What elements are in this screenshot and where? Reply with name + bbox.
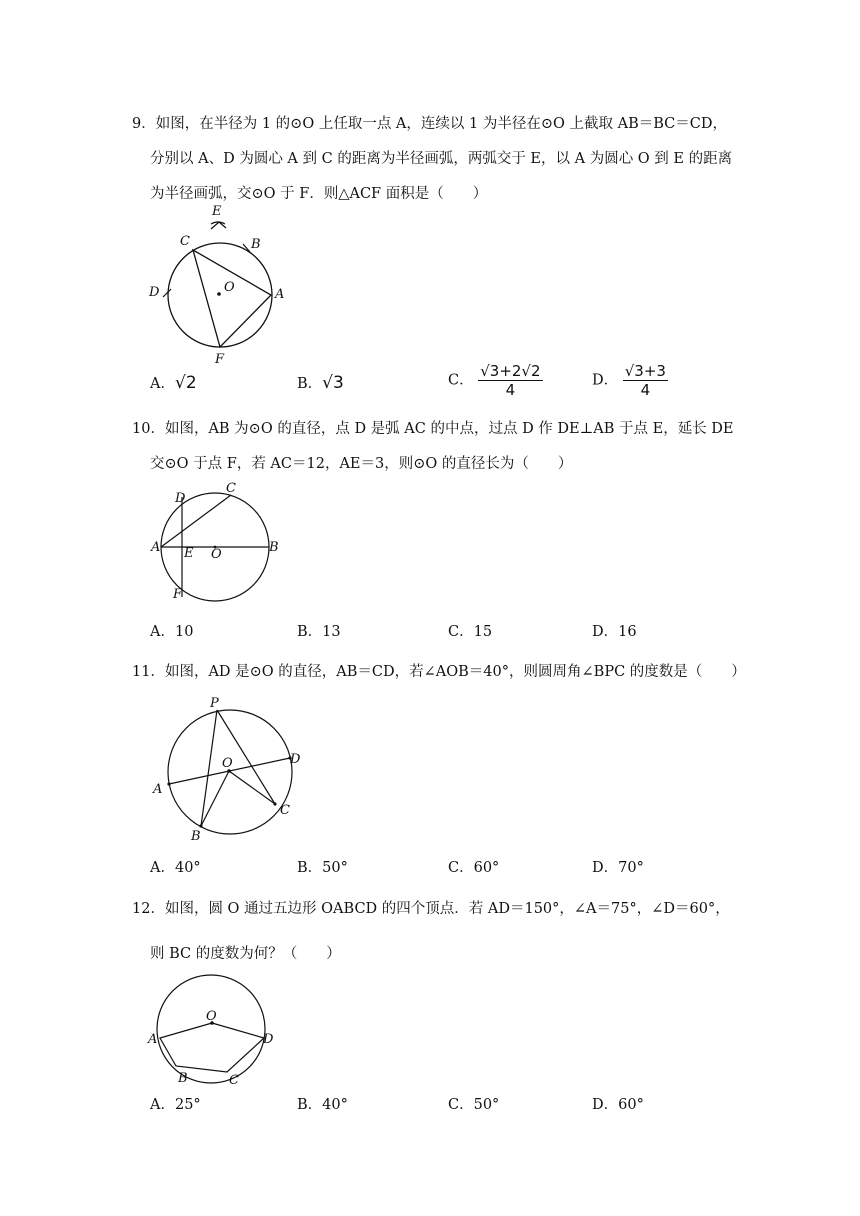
q9-option-c-denominator: 4 [505, 381, 516, 399]
q11-radius-oc [229, 771, 275, 804]
q9-text-line-1: 9．如图，在半径为 1 的⊙O 上任取一点 A，连续以 1 为半径在⊙O 上截取 AB＝BC＝CD， [132, 116, 727, 132]
q10-text-line-2: 交⊙O 于点 F，若 AC＝12，AE＝3，则⊙O 的直径长为（ ） [150, 456, 573, 472]
q9-option-d-numerator: √3+3 [624, 362, 666, 380]
q11-point-c-dot [273, 802, 276, 805]
q9-label-a: A [275, 287, 285, 302]
q9-figure [140, 200, 290, 370]
q10-figure [145, 480, 290, 605]
q11-option-b[interactable]: B．50° [297, 860, 348, 876]
q11-option-a[interactable]: A．40° [150, 860, 201, 876]
q9-option-d[interactable] [592, 362, 668, 399]
q12-text-line-1: 12．如图，圆 O 通过五边形 OABCD 的四个顶点．若 AD＝150°，∠A＝75°，∠D＝60°， [132, 901, 730, 917]
q10-label-b: B [269, 540, 279, 555]
q12-label-a: A [148, 1032, 158, 1047]
q9-option-c-prefix: C． [448, 372, 474, 389]
q11-figure [145, 692, 315, 844]
q9-label-f: F [215, 352, 225, 367]
q9-arc-mark-d [163, 289, 171, 297]
q9-option-c[interactable] [448, 362, 543, 399]
q11-label-o: O [222, 756, 233, 771]
q12-figure [143, 965, 283, 1090]
q9-label-d: D [149, 285, 160, 300]
q11-point-a-dot [167, 782, 170, 785]
q9-option-c-fraction [478, 362, 542, 399]
q10-chord-ac [161, 495, 231, 547]
q9-label-o: O [224, 280, 235, 295]
q9-label-e: E [212, 204, 222, 219]
q9-option-b-prefix: B． [297, 376, 323, 392]
q11-option-c[interactable]: C．60° [448, 860, 500, 876]
q12-option-d[interactable]: D．60° [592, 1097, 644, 1113]
q10-label-o: O [211, 547, 222, 562]
q12-option-a[interactable]: A．25° [150, 1097, 201, 1113]
q12-option-b[interactable]: B．40° [297, 1097, 348, 1113]
q9-option-b-value: √3 [322, 373, 344, 393]
q9-center-dot [217, 292, 221, 296]
q9-option-a[interactable] [150, 372, 197, 393]
q10-label-c: C [226, 481, 236, 496]
q12-label-c: C [229, 1073, 239, 1088]
q12-label-d: D [263, 1032, 274, 1047]
q9-option-a-prefix: A． [150, 376, 175, 392]
q9-option-d-fraction [623, 362, 668, 399]
q10-text-line-1: 10．如图，AB 为⊙O 的直径，点 D 是弧 AC 的中点，过点 D 作 DE⊥AB 于点 E，延长 DE [132, 421, 734, 437]
q12-label-o: O [206, 1009, 217, 1024]
q11-point-b-dot [199, 824, 202, 827]
q10-option-c[interactable]: C．15 [448, 624, 493, 640]
q11-label-d: D [290, 752, 301, 767]
q11-text-line-1: 11．如图，AD 是⊙O 的直径，AB＝CD，若∠AOB＝40°，则圆周角∠BPC 的度数是（ ） [132, 664, 746, 680]
q9-option-c-numerator: √3+2√2 [480, 362, 541, 380]
q11-label-b: B [191, 829, 201, 844]
q10-label-f: F [173, 587, 183, 602]
q9-label-c: C [180, 234, 190, 249]
q9-arc-mark-e [211, 222, 226, 229]
q11-chord-pb [201, 710, 217, 826]
q9-option-b[interactable] [297, 372, 344, 393]
q11-label-a: A [153, 782, 163, 797]
q10-option-b[interactable]: B．13 [297, 624, 341, 640]
q12-option-c[interactable]: C．50° [448, 1097, 500, 1113]
q10-label-e: E [184, 546, 194, 561]
q12-circle [157, 975, 265, 1083]
q9-label-b: B [251, 237, 261, 252]
q9-option-a-value: √2 [174, 373, 197, 393]
q10-label-d: D [175, 491, 186, 506]
q10-label-a: A [151, 540, 161, 555]
q9-option-d-denominator: 4 [640, 381, 651, 399]
q9-text-line-3: 为半径画弧，交⊙O 于 F．则△ACF 面积是（ ） [150, 186, 488, 202]
q9-text-line-2: 分别以 A、D 为圆心 A 到 C 的距离为半径画弧，两弧交于 E，以 A 为圆心 O 到 E 的距离 [150, 151, 733, 167]
q11-option-d[interactable]: D．70° [592, 860, 644, 876]
q9-option-d-prefix: D． [592, 372, 619, 389]
q12-text-line-2: 则 BC 的度数为何？（ ） [150, 946, 341, 962]
q12-label-b: B [178, 1071, 188, 1086]
q11-label-p: P [210, 696, 219, 711]
q9-triangle-acf [193, 250, 271, 347]
q12-pentagon-oabcd [160, 1023, 264, 1072]
q10-option-d[interactable]: D．16 [592, 624, 637, 640]
q11-label-c: C [280, 803, 290, 818]
q10-option-a[interactable]: A．10 [150, 624, 194, 640]
